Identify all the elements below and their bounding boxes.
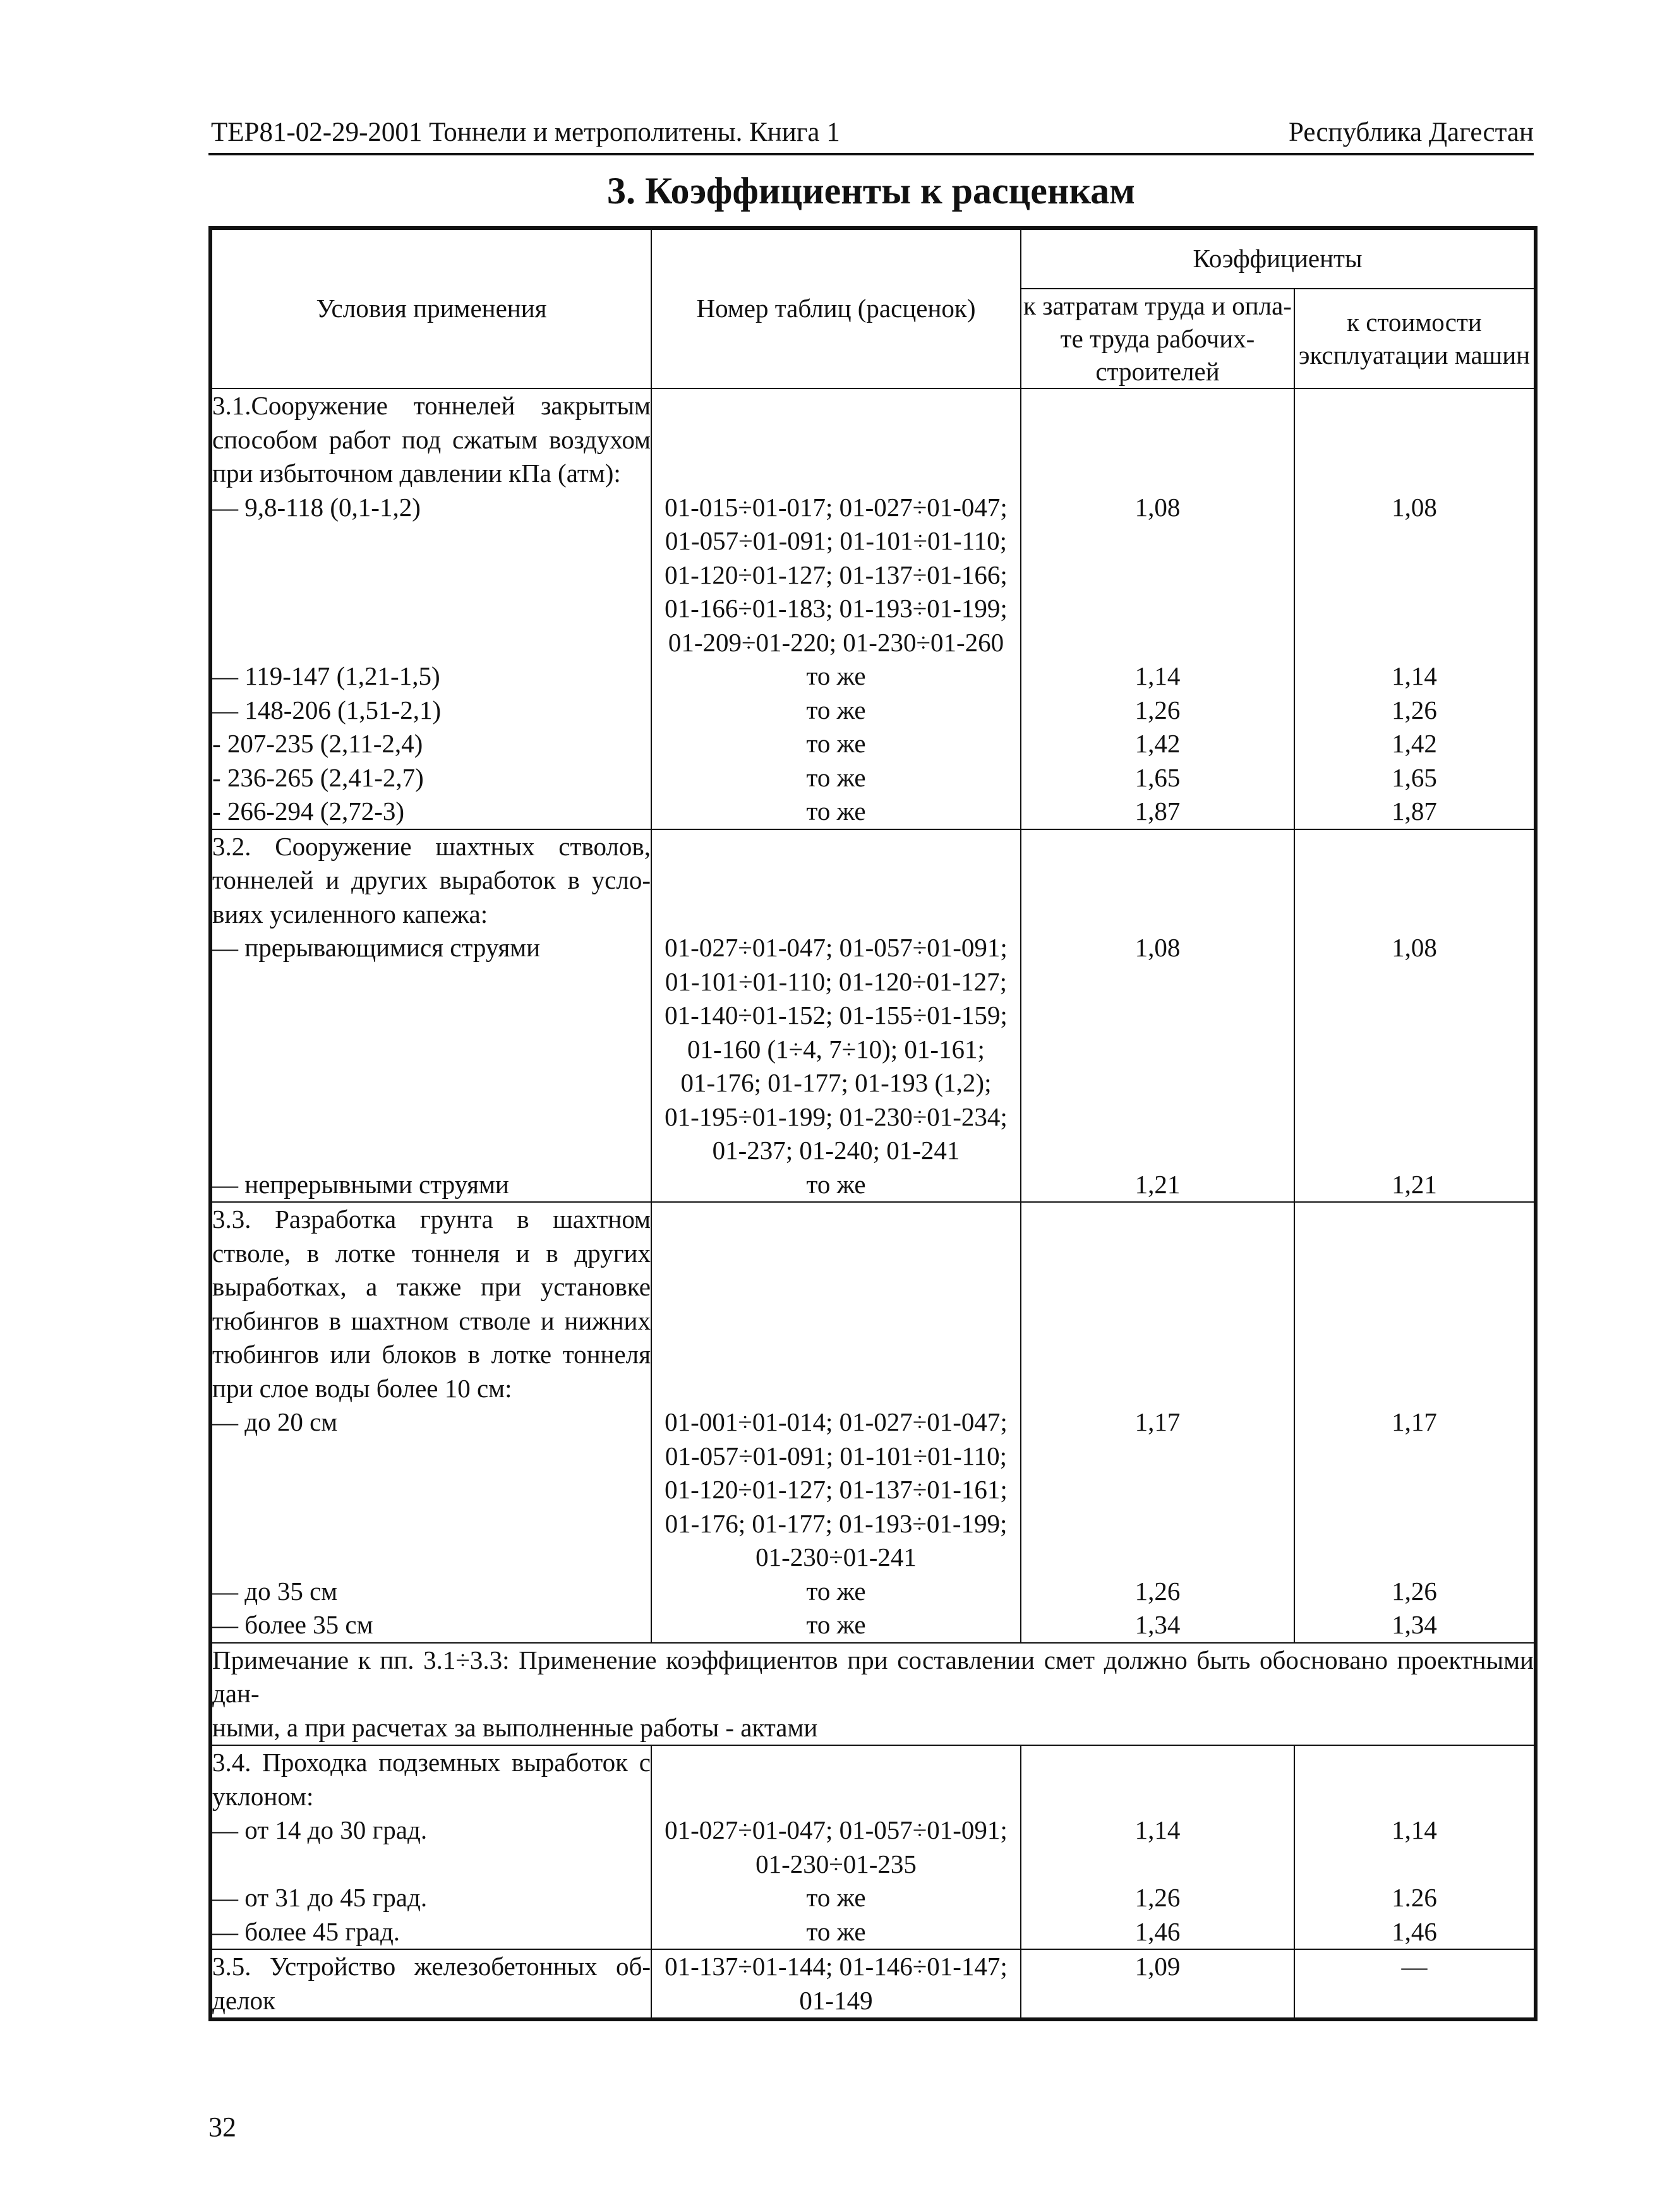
- cell-line: [1021, 1984, 1294, 2018]
- cell-line: то же: [806, 1576, 866, 1606]
- table-numbers-cell: [651, 1202, 1021, 1643]
- cell-line: [212, 1100, 651, 1134]
- header-coefficients: Коэффициенты: [1021, 228, 1536, 289]
- machine-coefficient-cell: [1294, 1202, 1536, 1643]
- condition-cell: [210, 1745, 651, 1949]
- cell-line: [652, 1780, 1020, 1814]
- condition-cell: [210, 1949, 651, 2019]
- table-body-sections-2: [210, 1745, 1536, 2019]
- cell-line: [1295, 965, 1534, 999]
- cell-line: 1,14: [1134, 1815, 1181, 1844]
- cell-line: то же: [806, 695, 866, 724]
- cell-line: [212, 1541, 651, 1575]
- cell-line: [1021, 1473, 1294, 1507]
- cell-line: [212, 1507, 651, 1541]
- labor-coefficient-cell: [1021, 829, 1294, 1203]
- note-text: Примечание к пп. 3.1÷3.3: Применение коэффициентов при составлении смет должно быть обосновано проектными дан- ными, а при расчетах за выполненные работы - актами: [210, 1643, 1536, 1746]
- cell-line: [1295, 898, 1534, 932]
- cell-line: [652, 1746, 1020, 1780]
- cell-line: [1021, 1372, 1294, 1406]
- cell-line: [652, 1304, 1020, 1338]
- cell-line: - 266-294 (2,72-3): [212, 796, 405, 826]
- cell-line: [1021, 558, 1294, 592]
- cell-line: 1,08: [1392, 492, 1437, 522]
- cell-line: [212, 1066, 651, 1100]
- labor-coefficient-cell: [1021, 1949, 1294, 2019]
- cell-line: — до 35 см: [212, 1576, 338, 1606]
- cell-line: 01-166÷01-183; 01-193÷01-199;: [665, 594, 1008, 623]
- cell-line: 01-057÷01-091; 01-101÷01-110;: [665, 526, 1008, 555]
- cell-line: — прерывающимися струями: [212, 933, 541, 962]
- cell-line: 01-230÷01-235: [755, 1849, 917, 1878]
- cell-line: —: [1401, 1952, 1428, 1981]
- cell-line: 1,17: [1134, 1407, 1181, 1436]
- cell-line: [1295, 592, 1534, 626]
- coefficients-table: [208, 226, 1538, 2021]
- cell-line: [212, 999, 651, 1033]
- labor-coefficient-cell: [1021, 1202, 1294, 1643]
- machine-coefficient-cell: [1294, 829, 1536, 1203]
- cell-line: 1,26: [1392, 1576, 1437, 1606]
- cell-line: 1,34: [1392, 1610, 1437, 1639]
- cell-line: [1021, 457, 1294, 491]
- cell-line: [212, 592, 651, 626]
- cell-line: 1,08: [1134, 933, 1181, 962]
- header-table-numbers: Номер таблиц (расценок): [651, 228, 1021, 388]
- cell-line: [1021, 863, 1294, 898]
- cell-line: [212, 1033, 651, 1067]
- cell-line: [1295, 389, 1534, 423]
- cell-line: 01-120÷01-127; 01-137÷01-161;: [665, 1475, 1008, 1504]
- cell-line: 1,42: [1134, 729, 1181, 758]
- cell-line: 1,14: [1392, 1815, 1437, 1844]
- cell-line: — от 31 до 45 град.: [212, 1883, 428, 1912]
- cell-line: [1295, 423, 1534, 457]
- cell-line: 3.5. Устройство железобетонных об-: [212, 1952, 651, 1981]
- table-numbers-cell: [651, 1949, 1021, 2019]
- cell-line: [652, 1372, 1020, 1406]
- cell-line: [652, 389, 1020, 423]
- cell-line: [1021, 830, 1294, 864]
- page-title: 3. Коэффициенты к расценкам: [607, 170, 1135, 212]
- cell-line: то же: [806, 729, 866, 758]
- cell-line: [212, 965, 651, 999]
- cell-line: то же: [806, 1169, 866, 1199]
- cell-line: [1021, 1066, 1294, 1100]
- cell-line: 3.3. Разработка грунта в шахтном: [212, 1205, 651, 1234]
- cell-line: [652, 898, 1020, 932]
- cell-line: [1295, 1134, 1534, 1168]
- table-row: [210, 829, 1536, 1203]
- machine-coefficient-cell: [1294, 388, 1536, 829]
- cell-line: [1021, 1848, 1294, 1882]
- cell-line: - 236-265 (2,41-2,7): [212, 762, 424, 792]
- cell-line: [1021, 1780, 1294, 1814]
- cell-line: — 148-206 (1,51-2,1): [212, 695, 442, 724]
- cell-line: [1021, 1304, 1294, 1338]
- cell-line: 01-160 (1÷4, 7÷10); 01-161;: [687, 1034, 985, 1064]
- cell-line: [1295, 457, 1534, 491]
- cell-line: то же: [806, 796, 866, 826]
- cell-line: [1021, 965, 1294, 999]
- cell-line: то же: [806, 1883, 866, 1912]
- cell-line: [1021, 1541, 1294, 1575]
- cell-line: [1295, 1780, 1534, 1814]
- cell-line: [1295, 524, 1534, 558]
- cell-line: при слое воды более 10 см:: [212, 1373, 512, 1403]
- cell-line: 1,65: [1392, 762, 1437, 792]
- cell-line: 1,65: [1134, 762, 1181, 792]
- cell-line: [212, 1440, 651, 1474]
- cell-line: [652, 1338, 1020, 1372]
- cell-line: тюбингов или блоков в лотке тоннеля: [212, 1340, 651, 1369]
- cell-line: [1295, 1304, 1534, 1338]
- cell-line: то же: [806, 762, 866, 792]
- cell-line: [1295, 1473, 1534, 1507]
- machine-coefficient-cell: [1294, 1949, 1536, 2019]
- cell-line: [1021, 1746, 1294, 1780]
- cell-line: 1,14: [1392, 661, 1437, 690]
- cell-line: [1021, 1440, 1294, 1474]
- cell-line: [212, 1473, 651, 1507]
- cell-line: [212, 1134, 651, 1168]
- cell-line: 1,21: [1392, 1169, 1437, 1199]
- cell-line: 01-015÷01-017; 01-027÷01-047;: [665, 492, 1008, 522]
- cell-line: [1295, 1237, 1534, 1271]
- cell-line: 1,09: [1134, 1952, 1181, 1981]
- labor-coefficient-cell: [1021, 1745, 1294, 1949]
- cell-line: [1295, 1100, 1534, 1134]
- cell-line: — от 14 до 30 град.: [212, 1815, 428, 1844]
- cell-line: 1,87: [1134, 796, 1181, 826]
- note-row: [210, 1643, 1536, 1746]
- cell-line: тоннелей и других выработок в усло-: [212, 865, 651, 894]
- cell-line: то же: [806, 1610, 866, 1639]
- cell-line: 01-230÷01-241: [755, 1542, 917, 1572]
- cell-line: [652, 1237, 1020, 1271]
- cell-line: способом работ под сжатым воздухом: [212, 424, 651, 454]
- cell-line: — до 20 см: [212, 1407, 338, 1436]
- cell-line: 1,26: [1134, 1576, 1181, 1606]
- cell-line: то же: [806, 1916, 866, 1946]
- cell-line: виях усиленного капежа:: [212, 899, 488, 929]
- cell-line: 3.1.Сооружение тоннелей закрытым: [212, 391, 651, 420]
- cell-line: [1295, 1270, 1534, 1304]
- cell-line: [1295, 1440, 1534, 1474]
- cell-line: [1295, 1372, 1534, 1406]
- cell-line: [1295, 1507, 1534, 1541]
- cell-line: [652, 423, 1020, 457]
- cell-line: [1021, 524, 1294, 558]
- cell-line: [212, 1848, 651, 1882]
- cell-line: [1021, 1338, 1294, 1372]
- cell-line: [1295, 1203, 1534, 1237]
- cell-line: - 207-235 (2,11-2,4): [212, 729, 423, 758]
- table-row: [210, 1745, 1536, 1949]
- cell-line: [1295, 1541, 1534, 1575]
- cell-line: [1295, 1848, 1534, 1882]
- cell-line: [1295, 558, 1534, 592]
- cell-line: [1021, 389, 1294, 423]
- cell-line: [1021, 1100, 1294, 1134]
- cell-line: [1021, 1134, 1294, 1168]
- table-row: [210, 1202, 1536, 1643]
- cell-line: [212, 524, 651, 558]
- header-machines: к стоимости эксплуатации машин: [1294, 289, 1536, 388]
- cell-line: 01-001÷01-014; 01-027÷01-047;: [665, 1407, 1008, 1436]
- cell-line: тюбингов в шахтном стволе и нижних: [212, 1306, 651, 1335]
- cell-line: [652, 1203, 1020, 1237]
- condition-cell: [210, 829, 651, 1203]
- cell-line: 1,17: [1392, 1407, 1437, 1436]
- cell-line: 1,26: [1392, 695, 1437, 724]
- cell-line: [212, 626, 651, 660]
- cell-line: [1021, 1507, 1294, 1541]
- cell-line: [1295, 1066, 1534, 1100]
- cell-line: [1295, 863, 1534, 898]
- table-body-sections: [210, 388, 1536, 1643]
- condition-cell: [210, 388, 651, 829]
- cell-line: при избыточном давлении кПа (атм):: [212, 459, 621, 488]
- cell-line: делок: [212, 1985, 275, 2015]
- cell-line: [1295, 1984, 1534, 2018]
- cell-line: — 9,8-118 (0,1-1,2): [212, 492, 421, 522]
- cell-line: [212, 558, 651, 592]
- cell-line: выработках, а также при установке: [212, 1272, 651, 1301]
- cell-line: [652, 1270, 1020, 1304]
- table-row: [210, 388, 1536, 829]
- cell-line: 1,87: [1392, 796, 1437, 826]
- cell-line: [1295, 1746, 1534, 1780]
- header-conditions: Условия применения: [210, 228, 651, 388]
- cell-line: 01-176; 01-177; 01-193÷01-199;: [665, 1508, 1008, 1538]
- cell-line: 1,08: [1392, 933, 1437, 962]
- cell-line: [1021, 1203, 1294, 1237]
- running-header: [208, 112, 1534, 155]
- cell-line: 01-027÷01-047; 01-057÷01-091;: [665, 1815, 1008, 1844]
- cell-line: — более 35 см: [212, 1610, 373, 1639]
- cell-line: [1021, 423, 1294, 457]
- cell-line: 1,46: [1134, 1916, 1181, 1946]
- cell-line: 01-149: [799, 1985, 873, 2015]
- cell-line: 1,26: [1134, 695, 1181, 724]
- cell-line: 1,42: [1392, 729, 1437, 758]
- table-numbers-cell: [651, 388, 1021, 829]
- cell-line: [1021, 999, 1294, 1033]
- labor-coefficient-cell: [1021, 388, 1294, 829]
- cell-line: — более 45 град.: [212, 1916, 400, 1946]
- cell-line: 1.26: [1392, 1883, 1437, 1912]
- cell-line: [1021, 1033, 1294, 1067]
- cell-line: [1295, 1338, 1534, 1372]
- cell-line: [1295, 830, 1534, 864]
- table-note-body: [210, 1643, 1536, 1746]
- cell-line: [652, 457, 1020, 491]
- cell-line: [1295, 1033, 1534, 1067]
- table-numbers-cell: [651, 829, 1021, 1203]
- table-numbers-cell: [651, 1745, 1021, 1949]
- cell-line: 01-137÷01-144; 01-146÷01-147;: [665, 1952, 1008, 1981]
- cell-line: 1,46: [1392, 1916, 1437, 1946]
- condition-cell: [210, 1202, 651, 1643]
- cell-line: уклоном:: [212, 1781, 314, 1811]
- cell-line: [1295, 626, 1534, 660]
- page-number: 32: [208, 2112, 236, 2143]
- cell-line: 01-057÷01-091; 01-101÷01-110;: [665, 1441, 1008, 1470]
- table-row: [210, 1949, 1536, 2019]
- cell-line: 01-120÷01-127; 01-137÷01-166;: [665, 560, 1008, 589]
- cell-line: 1,14: [1134, 661, 1181, 690]
- cell-line: [1021, 626, 1294, 660]
- cell-line: 01-195÷01-199; 01-230÷01-234;: [665, 1102, 1008, 1131]
- cell-line: [1021, 898, 1294, 932]
- cell-line: [1021, 592, 1294, 626]
- document-code: ТЕР81-02-29-2001 Тоннели и метрополитены. Книга 1: [211, 117, 840, 147]
- cell-line: стволе, в лотке тоннеля и в других: [212, 1238, 651, 1268]
- cell-line: 3.4. Проходка подземных выработок с: [212, 1748, 651, 1777]
- cell-line: 01-176; 01-177; 01-193 (1,2);: [680, 1068, 992, 1097]
- cell-line: [1021, 1270, 1294, 1304]
- cell-line: 01-237; 01-240; 01-241: [712, 1136, 960, 1165]
- machine-coefficient-cell: [1294, 1745, 1536, 1949]
- cell-line: [1021, 1237, 1294, 1271]
- header-labor: к затратам труда и опла- те труда рабочих- строителей: [1021, 289, 1294, 388]
- cell-line: 1,08: [1134, 492, 1181, 522]
- cell-line: 01-101÷01-110; 01-120÷01-127;: [665, 966, 1008, 996]
- cell-line: 1,26: [1134, 1883, 1181, 1912]
- cell-line: то же: [806, 661, 866, 690]
- region-name: Республика Дагестан: [1288, 117, 1534, 147]
- cell-line: 01-027÷01-047; 01-057÷01-091;: [665, 933, 1008, 962]
- cell-line: 1,34: [1134, 1610, 1181, 1639]
- cell-line: 3.2. Сооружение шахтных стволов,: [212, 831, 651, 861]
- cell-line: — 119-147 (1,21-1,5): [212, 661, 440, 690]
- cell-line: 01-209÷01-220; 01-230÷01-260: [668, 627, 1004, 657]
- cell-line: [652, 830, 1020, 864]
- cell-line: 1,21: [1134, 1169, 1181, 1199]
- cell-line: — непрерывными струями: [212, 1169, 509, 1199]
- cell-line: [1295, 999, 1534, 1033]
- cell-line: 01-140÷01-152; 01-155÷01-159;: [665, 1001, 1008, 1030]
- cell-line: [652, 863, 1020, 898]
